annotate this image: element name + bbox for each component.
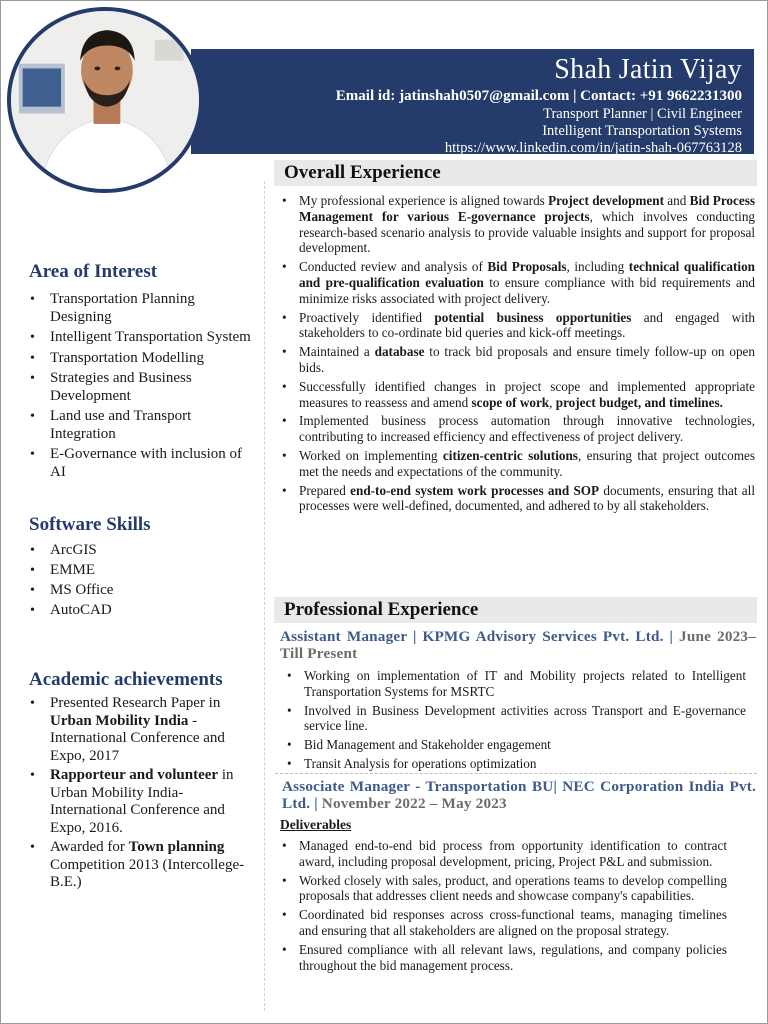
experience-text: scope of work (471, 394, 550, 410)
experience-item (279, 344, 755, 376)
academic-list (19, 695, 257, 892)
experience-text: , (549, 394, 556, 410)
experience-text: Maintained a (299, 344, 375, 360)
job-deliverables-list (279, 838, 727, 976)
experience-text: technical qualification and pre-qualification evaluation (299, 259, 755, 290)
job-item: • Coordinated bid responses across cross-functional teams, managing timelines and ensuring that all stakeholders are aligned on the proposal strategy. (279, 907, 727, 939)
academic-text: Rapporteur and volunteer (50, 767, 219, 783)
experience-text: Bid Proposals (487, 259, 567, 275)
experience-text: Proactively identified (299, 309, 435, 325)
experience-item (279, 483, 755, 515)
experience-text: to ensure compliance with bid requirements and minimize risks associated with project delivery. (299, 274, 756, 306)
experience-item (279, 193, 755, 256)
academic-text: Town planning (128, 839, 225, 855)
job-divider (275, 773, 757, 774)
academic-item (19, 839, 257, 892)
interest-item: • Transportation Planning Designing (19, 291, 257, 326)
role-line: Transport Planner | Civil Engineer (543, 106, 742, 122)
experience-text: , ensuring that project outcomes met the needs and expectations of the community. (299, 447, 755, 479)
overall-experience-list (279, 193, 755, 517)
academic-text: Presented Research Paper in (50, 695, 221, 711)
experience-text: and engaged with stakeholders to co-ordinate bid queries and kick-off meetings. (299, 309, 756, 341)
deliverables-subheading: Deliverables (280, 817, 352, 832)
software-skills-heading: Software Skills (29, 514, 151, 535)
software-item: • MS Office (19, 582, 257, 600)
software-item: • ArcGIS (19, 542, 257, 560)
academic-text: - International Conference and Expo, 2017 (50, 712, 225, 764)
academic-text: Awarded for (50, 839, 129, 855)
job-item: • Working on implementation of IT and Mobility projects related to Intelligent Transportation Systems for MSRTC (284, 668, 746, 700)
job-title (280, 628, 756, 662)
academic-text: Competition 2013 (Intercollege-B.E.) (50, 856, 245, 890)
experience-text: citizen-centric solutions (442, 447, 578, 463)
job-item: • Worked closely with sales, product, and operations teams to develop compelling proposals that addresses client needs and showcase company's capabilities. (279, 873, 727, 905)
experience-text: Worked on implementing (299, 447, 443, 463)
experience-text: end-to-end system work processes and SOP (350, 482, 600, 498)
job-responsibilities-list (284, 668, 746, 775)
job-item: • Ensured compliance with all relevant laws, regulations, and company policies throughout the bid management process. (279, 942, 727, 974)
contact-line: Email id: jatinshah0507@gmail.com | Contact: +91 9662231300 (335, 88, 742, 104)
software-item: • EMME (19, 562, 257, 580)
academic-item (19, 767, 257, 837)
experience-item (279, 310, 755, 342)
linkedin-link[interactable]: https://www.linkedin.com/in/jatin-shah-067763128 (444, 140, 742, 156)
candidate-name: Shah Jatin Vijay (554, 54, 742, 85)
job-dates: November 2022 – May 2023 (321, 795, 507, 812)
profile-photo-icon (11, 11, 199, 189)
area-of-interest-section (19, 261, 257, 484)
job-title (282, 778, 756, 812)
interest-item: • Strategies and Business Development (19, 370, 257, 405)
interest-item: • Intelligent Transportation System (19, 329, 257, 347)
job-item: • Involved in Business Development activities across Transport and E-governance service line. (284, 703, 746, 735)
academic-text: in Urban Mobility India- International Conference and Expo, 2016. (50, 767, 234, 836)
job-dates: June 2023– Till Present (280, 628, 756, 662)
software-item: • AutoCAD (19, 602, 257, 620)
academic-item (19, 695, 257, 765)
professional-experience-heading: Professional Experience (274, 597, 757, 623)
experience-text: potential business opportunities (434, 309, 632, 325)
interest-item: • E-Governance with inclusion of AI (19, 446, 257, 481)
experience-text: Bid Process Management for various E-governance projects (299, 193, 755, 224)
profile-photo (7, 7, 203, 193)
column-divider (264, 181, 265, 1011)
experience-item (279, 379, 755, 411)
experience-text: Prepared (299, 482, 351, 498)
experience-text: , which involves conducting research-based scenario analysis to provide valuable insights and support for proposal development. (299, 208, 756, 256)
experience-item (279, 413, 755, 445)
interest-item: • Transportation Modelling (19, 350, 257, 368)
experience-item (279, 259, 755, 306)
experience-text: , including (566, 259, 629, 275)
academic-text: Urban Mobility India (50, 712, 189, 729)
academic-section (19, 669, 257, 894)
area-of-interest-heading: Area of Interest (29, 261, 158, 282)
job-role-company: Associate Manager - Transportation BU| NEC Corporation India Pvt. Ltd. | (282, 778, 756, 812)
interest-item: • Land use and Transport Integration (19, 408, 257, 443)
software-skills-list (19, 542, 257, 620)
job-item: • Bid Management and Stakeholder engagement (284, 737, 746, 753)
area-of-interest-list (19, 291, 257, 481)
experience-text: My professional experience is aligned towards (299, 193, 549, 208)
experience-text: project budget, and timelines. (555, 394, 723, 410)
specialization-line: Intelligent Transportation Systems (542, 123, 742, 139)
experience-item (279, 448, 755, 480)
job-role-company: Assistant Manager | KPMG Advisory Services Pvt. Ltd. | (280, 628, 674, 645)
experience-text: Conducted review and analysis of (299, 259, 488, 275)
job-item: • Managed end-to-end bid process from opportunity identification to contract award, including proposal development, pricing, Project P&L and submission. (279, 838, 727, 870)
experience-text: database (374, 344, 425, 360)
experience-text: Project development (548, 193, 664, 208)
experience-text: and (663, 193, 690, 208)
software-skills-section (19, 514, 257, 622)
header-banner (191, 49, 754, 154)
experience-text: Implemented business process automation through innovative technologies, contributing to increased efficiency and effectiveness of project delivery. (299, 413, 755, 445)
job-item: • Transit Analysis for operations optimization (284, 756, 746, 772)
overall-experience-heading: Overall Experience (274, 160, 757, 186)
experience-text: to track bid proposals and ensure timely follow-up on open bids. (299, 344, 755, 375)
experience-text: Successfully identified changes in project scope and implemented appropriate measures to reassess and amend (299, 378, 755, 410)
academic-heading: Academic achievements (29, 669, 223, 690)
experience-text: documents, ensuring that all processes were well-defined, documented, and adhered to by all stakeholders. (299, 482, 755, 514)
